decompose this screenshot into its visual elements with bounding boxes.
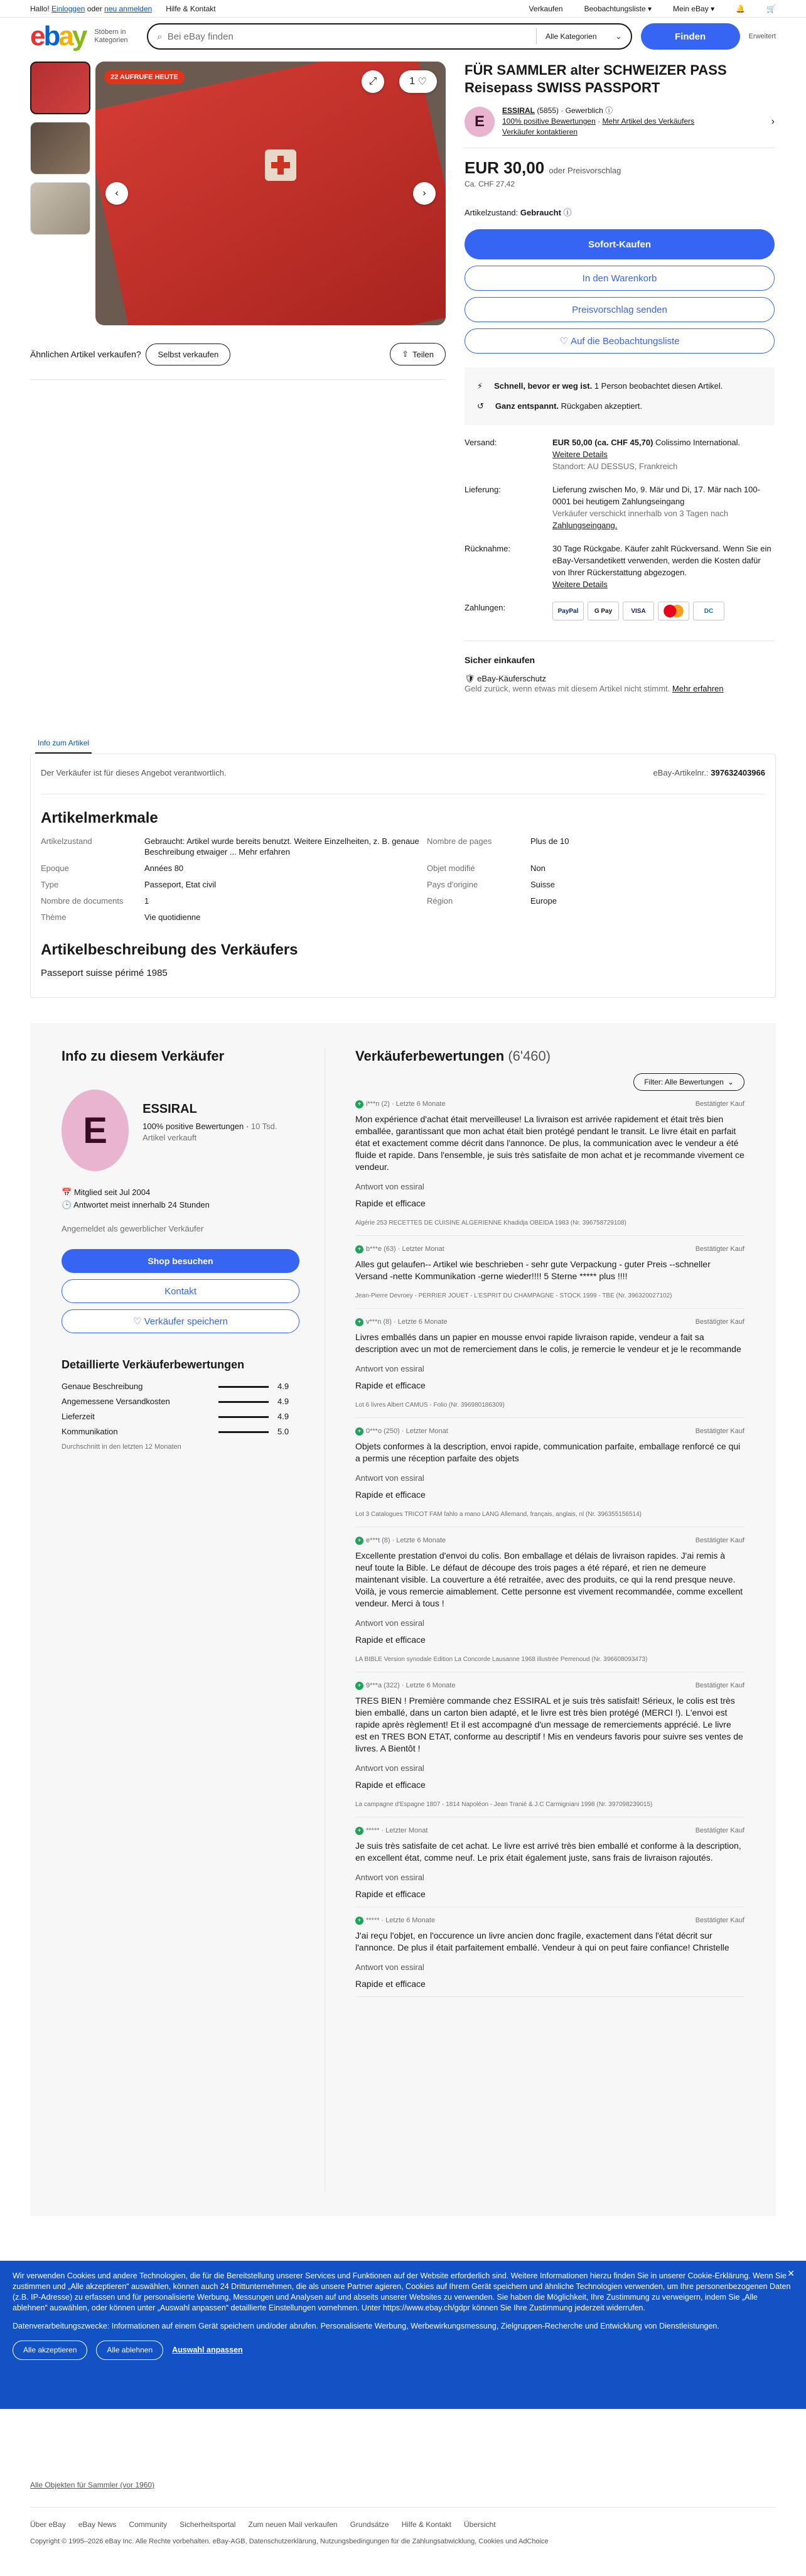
feedback-item: + 0***o (250) · Letzter Monat Bestätigter Kauf Objets conformes à la description, envoi rapide, communication parfaite, emballage renforcé ce qui a permis une réception parfaite des objets Antwort von essiral Rapide et efficace Lot 3 Catalogues TRICOT FAM fahlo a mano LANG Allemand, français, anglais, nl (Nr. 396355156514) (355, 1418, 744, 1527)
return-icon: ↺ (477, 401, 484, 411)
search-input[interactable]: ⌕ Bei eBay finden Alle Kategorien ⌄ (147, 23, 631, 50)
feedback-item: + b***e (63) · Letzter Monat Bestätigter Kauf Alles gut gelaufen-- Artikel wie beschrieben - sehr gute Verpackung - guter Preis --schneller Versand -nette Kommunikation -gerne wieder!!!! 5 Sterne ***** plus !!!! Jean-Pierre Devroey - PERRIER JOUET - L'ESPRIT DU CHAMPAGNE - STOCK 1999 - TBE (Nr. 396320027102) (355, 1236, 744, 1309)
seller-name[interactable]: ESSIRAL (142, 1102, 197, 1116)
contact-button[interactable]: Kontakt (62, 1279, 299, 1303)
sell-yourself-button[interactable]: Selbst verkaufen (146, 344, 230, 365)
positive-icon: + (355, 1682, 363, 1690)
price: EUR 30,00 oder Preisvorschlag (465, 158, 621, 177)
returns-details-link[interactable]: Weitere Details (552, 580, 608, 589)
feedback-item: + 9***a (322) · Letzte 6 Monate Bestätigter Kauf TRES BIEN ! Première commande chez ESSIRAL et je suis très satisfait! Sérieux, le colis est très bien emballé, dans un carton bien adapté, et le livre est très bien protégé (MERCI !). L'envoi est rapide après règlement! Et il est accompagné d'un message de remerciements apprécié. Le livre est en TRES BON ETAT, conforme au descriptif ! Mis en vendeurs favoris pour suivre ses ventes de livres. A Bientôt ! Antwort von essiral Rapide et efficace La campagne d'Espagne 1807 - 1814 Napoléon - Jean Tranié & J.C Carmigniani 1998 (Nr. 397098239015) (355, 1672, 744, 1817)
delivery-row: Lieferung: Lieferung zwischen Mo, 9. Mär und Di, 17. Mär nach 100-0001 bei heutigem Zahlungseingang Verkäufer verschickt innerhalb von 3 Tagen nach Zahlungseingang. (465, 485, 760, 530)
save-seller-button[interactable]: ♡ Verkäufer speichern (62, 1309, 299, 1333)
sell-link[interactable]: Verkaufen (529, 4, 563, 13)
visit-shop-button[interactable]: Shop besuchen (62, 1249, 299, 1273)
positive-icon: + (355, 1318, 363, 1326)
my-ebay-link[interactable]: Mein eBay ▾ (673, 4, 715, 13)
make-offer-button[interactable]: Preisvorschlag senden (465, 297, 775, 322)
thumbnail[interactable] (30, 62, 90, 114)
gpay-icon: G Pay (588, 602, 619, 620)
top-bar (0, 0, 806, 18)
payments-row: Zahlungen: PayPal G Pay VISA DC (465, 602, 775, 620)
specs-table: Artikelzustand Gebraucht: Artikel wurde bereits benutzt. Weitere Einzelheiten, z. B. genaue Beschreibung etwaiger ... Mehr erfahren Nombre de pages Plus de 10 Epoque Années 80 Objet modifié Non Type Passeport, Etat civil Pays d'origine Suisse Nombre de documents 1 Région Europe Thème Vie quotidienne (41, 836, 569, 922)
ebay-logo[interactable]: ebay (30, 21, 86, 51)
positive-icon: + (355, 1917, 363, 1925)
bell-icon[interactable]: 🔔 (736, 4, 746, 13)
register-link[interactable]: neu anmelden (104, 4, 153, 13)
customize-button[interactable]: Auswahl anpassen (172, 2346, 243, 2354)
footer-link[interactable]: Community (129, 2520, 168, 2529)
shield-icon: 🛡 (465, 674, 475, 683)
header (0, 18, 806, 55)
share-icon: ⇪ (402, 349, 409, 359)
help-link[interactable]: Hilfe & Kontakt (166, 4, 216, 13)
close-icon[interactable]: ✕ (787, 2268, 795, 2278)
mastercard-icon (658, 602, 689, 620)
similar-items-bar: Ähnlichen Artikel verkaufen? Selbst verkaufen ⇪ Teilen (30, 325, 446, 380)
feedback-item: + ***** · Letzte 6 Monate Bestätigter Kauf J'ai reçu l'objet, en l'occurence un livre ancien donc fragile, exactement dans l'état décrit sur l'annonce. De plus il était parfaitement emballé. Vendeur à qui on peut faire confiance! Christelle Antwort von essiral Rapide et efficace (355, 1907, 744, 1997)
footer-link[interactable]: Zum neuen Mail verkaufen (248, 2520, 338, 2529)
member-since: 📅 Mitglied seit Jul 2004 (62, 1188, 151, 1197)
item-title: FÜR SAMMLER alter SCHWEIZER PASS Reisepass SWISS PASSPORT (465, 62, 727, 95)
accept-all-button[interactable]: Alle akzeptieren (13, 2341, 87, 2360)
description-text: Passeport suisse périmé 1985 (41, 968, 168, 978)
lightning-icon: ⚡ (477, 381, 483, 391)
footer-link[interactable]: Hilfe & Kontakt (401, 2520, 451, 2529)
footer-link[interactable]: Über eBay (30, 2520, 66, 2529)
views-badge: 22 AUFRUFE HEUTE (104, 70, 185, 84)
prev-image-button[interactable]: ‹ (105, 182, 128, 205)
feedback-filter-dropdown[interactable]: Filter: Alle Bewertungen ⌄ (633, 1073, 744, 1091)
seller-positive-link[interactable]: 100% positive Bewertungen (502, 117, 596, 126)
seller-name[interactable]: ESSIRAL (502, 106, 535, 115)
protection-more-link[interactable]: Mehr erfahren (672, 684, 724, 693)
thumbnail[interactable] (30, 182, 90, 235)
seller-section: Info zu diesem Verkäufer E ESSIRAL 100% positive Bewertungen · 10 Tsd. Artikel verkauft 📅 Mitglied seit Jul 2004 🕒 Antwortet meist innerhalb 24 Stunden Angemeldet als gewerblicher Verkäufer Shop besuchen Kontakt ♡ Verkäufer speichern Detaillierte Verkäuferbewertungen Genaue Beschreibung 4.9 Angemessene Versandkosten 4.9 Lieferzeit 4.9 Kommunikation 5.0 Durchschnitt in den letzten 12 Monaten Verkäuferbewertungen (6'460) Filter: Alle Bewertungen ⌄ + i***n (2) · Letzte 6 Monate Bestätigter Kauf Mon expérience d'achat était merveilleuse! La livraison est arrivée rapidement et était très bien emballée, garantissant que mon achat était bien protégé pendant le transit. Le livre était en parfait état et exactement comme décrit dans l'annonce. De plus, la communication avec le vendeur a été fluide et rapide. Dans l'ensemble, je suis très satisfaite de mon achat et je recommande vivement ce vendeur. Antwort von essiral Rapide et efficace Algérie 253 RECETTES DE CUISINE ALGERIENNE Khadidja OBEIDA 1983 (Nr. 396758729108) + b***e (63) · Letzter Monat Bestätigter Kauf Alles gut gelaufen-- Artikel wie beschrieben - sehr gute Verpackung - guter Preis --schneller Versand -nette Kommunikation -gerne wieder!!!! 5 Sterne ***** plus !!!! Jean-Pierre Devroey - PERRIER JOUET - L'ESPRIT DU CHAMPAGNE - STOCK 1999 - TBE (Nr. 396320027102) + v***n (8) · Letzte 6 Monate Bestätigter Kauf Livres emballés dans un papier en mousse envoi rapide livraison rapide, vendeur a fait sa description avec un mot de remerciement dans le colis, je remercie le vendeur et je le recommande Antwort von essiral Rapide et efficace Lot 6 livres Albert CAMUS - Folio (Nr. 396980186309) + 0***o (250) · Letzter Monat Bestätigter Kauf Objets conformes à la description, envoi rapide, communication parfaite, emballage renforcé ce qui a permis une réception parfaite des objets Antwort von essiral Rapide et efficace Lot 3 Catalogues TRICOT FAM fahlo a mano LANG Allemand, français, anglais, nl (Nr. 396355156514) + e***t (8) · Letzte 6 Monate Bestätigter Kauf Excellente prestation d'envoi du colis. Bon emballage et délais de livraison rapides. J'ai remis à neuf toute la Bible. Le défaut de découpe des trois pages a été réparé, et rien ne demeure maintenant visible. La couverture a été retraitée, avec des produits, ce qui la rend presque neuve. Voilà, je vous remercie aimablement. Cette personne est vivement recommandée, comme excellent vendeur. Merci à tous ! Antwort von essiral Rapide et efficace LA BIBLE Version synodale Edition La Concorde Lausanne 1968 illustrée Perrenoud (Nr. 396608093473) + 9***a (322) · Letzte 6 Monate Bestätigter Kauf TRES BIEN ! Première commande chez ESSIRAL et je suis très satisfait! Sérieux, le colis est très bien emballé, dans un carton bien adapté, et le livre est très bien protégé (MERCI !). L'envoi est rapide après règlement! Et il est accompagné d'un message de remerciements apprécié. Le livre est en TRES BON ETAT, conforme au descriptif ! Mis en vendeurs favoris pour suivre ses ventes de livres. A Bientôt ! Antwort von essiral Rapide et efficace La campagne d'Espagne 1807 - 1814 Napoléon - Jean Tranié & J.C Carmigniani 1998 (Nr. 397098239015) + ***** · Letzter Monat Bestätigter Kauf Je suis très satisfaite de cet achat. Le livre est arrivé très bien emballé et conforme à la description, en excellent état, comme neuf. Le prix était également juste, sans frais de livraison rajoutés. Antwort von essiral Rapide et efficace + ***** · Letzte 6 Monate Bestätigter Kauf J'ai reçu l'objet, en l'occurence un livre ancien donc fragile, exactement dans l'état décrit sur l'annonce. De plus il était parfaitement emballé. Vendeur à qui on peut faire confiance! Christelle Antwort von essiral Rapide et efficace (30, 1023, 776, 2216)
shipping-row: Versand: EUR 50,00 (ca. CHF 45,70) Colissimo International. Weitere Details Standort: AU DESSUS, Frankreich (465, 438, 741, 471)
login-link[interactable]: Einloggen (51, 4, 85, 13)
cart-icon[interactable]: 🛒 (766, 4, 776, 13)
positive-icon: + (355, 1827, 363, 1835)
visa-icon: VISA (623, 602, 654, 620)
footer-link[interactable]: Grundsätze (350, 2520, 389, 2529)
avatar: E (62, 1090, 129, 1171)
avatar: E (465, 107, 495, 137)
thumbnail-list (30, 62, 93, 242)
reply-time: 🕒 Antwortet meist innerhalb 24 Stunden (62, 1200, 210, 1210)
main-image[interactable] (95, 62, 446, 325)
watchlist-link[interactable]: Beobachtungsliste ▾ (584, 4, 652, 13)
description-title: Artikelbeschreibung des Verkäufers (41, 941, 298, 958)
thumbnail[interactable] (30, 122, 90, 175)
advanced-search-link[interactable]: Erweitert (748, 33, 776, 40)
contact-seller-link[interactable]: Verkäufer kontaktieren (502, 127, 578, 136)
specs-title: Artikelmerkmale (41, 809, 158, 826)
heart-icon: ♡ (132, 1316, 142, 1327)
seller-more-link[interactable]: Mehr Artikel des Verkäufers (602, 117, 695, 126)
feedback-item: + i***n (2) · Letzte 6 Monate Bestätigter Kauf Mon expérience d'achat était merveilleuse! La livraison est arrivée rapidement et était très bien emballée, garantissant que mon achat était bien protégé pendant le transit. Le livre était en parfait état et exactement comme décrit dans l'annonce. De plus, la communication avec le vendeur a été fluide et rapide. Dans l'ensemble, je suis très satisfaite de mon achat et je recommande vivement ce vendeur. Antwort von essiral Rapide et efficace Algérie 253 RECETTES DE CUISINE ALGERIENNE Khadidja OBEIDA 1983 (Nr. 396758729108) (355, 1091, 744, 1236)
footer: Alle Objekten für Sammler (vor 1960) Über eBay eBay News Community Sicherheitsportal Zum neuen Mail verkaufen Grundsätze Hilfe & Kontakt Übersicht Copyright © 1995–2026 eBay Inc. Alle Rechte vorbehalten. eBay-AGB, Datenschutzerklärung, Nutzungsbedingungen für die Zahlungsabwicklung, Cookies und AdChoice (30, 2481, 776, 2545)
detailed-ratings: Genaue Beschreibung 4.9 Angemessene Versandkosten 4.9 Lieferzeit 4.9 Kommunikation 5.0 Durchschnitt in den letzten 12 Monaten (62, 1382, 289, 1451)
clock-icon: 🕒 (62, 1200, 72, 1210)
calendar-icon: 📅 (62, 1188, 72, 1197)
tab-item-info[interactable]: Info zum Artikel (35, 733, 92, 754)
feedback-item: + ***** · Letzter Monat Bestätigter Kauf Je suis très satisfaite de cet achat. Le livre est arrivé très bien emballé et conforme à la description, en excellent état, comme neuf. Le prix était également juste, sans frais de livraison rajoutés. Antwort von essiral Rapide et efficace (355, 1817, 744, 1907)
item-info-panel: Der Verkäufer ist für dieses Angebot verantwortlich. eBay-Artikelnr.: 397632403966 Artikelmerkmale Artikelzustand Gebraucht: Artikel wurde bereits benutzt. Weitere Einzelheiten, z. B. genaue Beschreibung etwaiger ... Mehr erfahren Nombre de pages Plus de 10 Epoque Années 80 Objet modifié Non Type Passeport, Etat civil Pays d'origine Suisse Nombre de documents 1 Région Europe Thème Vie quotidienne Artikelbeschreibung des Verkäufers Passeport suisse périmé 1985 (30, 754, 776, 998)
footer-link[interactable]: Sicherheitsportal (180, 2520, 236, 2529)
condition: Artikelzustand: Gebraucht ⓘ (465, 208, 572, 217)
next-image-button[interactable]: › (413, 182, 436, 205)
expand-icon[interactable]: ⤢ (362, 70, 384, 93)
feedback-item: + e***t (8) · Letzte 6 Monate Bestätigter Kauf Excellente prestation d'envoi du colis. Bon emballage et délais de livraison rapides. J'ai remis à neuf toute la Bible. Le défaut de découpe des trois pages a été réparé, et rien ne demeure maintenant visible. La couverture a été retraitée, avec des produits, ce qui la rend presque neuve. Voilà, je vous remercie aimablement. Cette personne est vivement recommandée, comme excellent vendeur. Merci à tous ! Antwort von essiral Rapide et efficace LA BIBLE Version synodale Edition La Concorde Lausanne 1968 illustrée Perrenoud (Nr. 396608093473) (355, 1527, 744, 1672)
search-icon: ⌕ (157, 31, 163, 42)
info-box: ⚡ Schnell, bevor er weg ist. 1 Person beobachtet diesen Artikel. ↺ Ganz entspannt. Rückgaben akzeptiert. (465, 367, 775, 425)
reject-all-button[interactable]: Alle ablehnen (96, 2341, 163, 2360)
heart-icon: ♡ (559, 336, 568, 347)
shop-by-category[interactable]: Stöbern in Kategorien (94, 28, 128, 44)
positive-icon: + (355, 1245, 363, 1253)
footer-link[interactable]: eBay News (78, 2520, 117, 2529)
positive-icon: + (355, 1537, 363, 1545)
feedback-item: + v***n (8) · Letzte 6 Monate Bestätigter Kauf Livres emballés dans un papier en mousse envoi rapide livraison rapide, vendeur a fait sa description avec un mot de remerciement dans le colis, je remercie le vendeur et je le recommande Antwort von essiral Rapide et efficace Lot 6 livres Albert CAMUS - Folio (Nr. 396980186309) (355, 1309, 744, 1418)
add-to-cart-button[interactable]: In den Warenkorb (465, 266, 775, 291)
paypal-icon: PayPal (552, 602, 584, 620)
price-chf: Ca. CHF 27,42 (465, 180, 515, 188)
shipping-details-link[interactable]: Weitere Details (552, 450, 608, 459)
passport-image (95, 62, 446, 325)
seller-info-title: Info zu diesem Verkäufer (62, 1048, 225, 1064)
diners-icon: DC (693, 602, 724, 620)
positive-icon: + (355, 1100, 363, 1108)
positive-icon: + (355, 1427, 363, 1436)
greeting: Hallo! Einloggen oder neu anmelden (30, 4, 153, 13)
returns-row: Rücknahme: 30 Tage Rückgabe. Käufer zahlt Rückversand. Wenn Sie ein eBay-Versandetikett verwenden, werden die Kosten dafür von Ihrer Rückerstattung abgezogen. Weitere Details (465, 544, 771, 589)
chevron-down-icon: ⌄ (615, 32, 622, 41)
add-to-watchlist-button[interactable]: ♡ Auf die Beobachtungsliste (465, 328, 775, 354)
feedback-list: Verkäuferbewertungen (6'460) Filter: Alle Bewertungen ⌄ + i***n (2) · Letzte 6 Monate Bestätigter Kauf Mon expérience d'achat était merveilleuse! La livraison est arrivée rapidement et était très bien emballée, garantissant que mon achat était bien protégé pendant le transit. Le livre était en parfait état et exactement comme décrit dans l'annonce. De plus, la communication avec le vendeur a été fluide et rapide. Dans l'ensemble, je suis très satisfaite de mon achat et je recommande vivement ce vendeur. Antwort von essiral Rapide et efficace Algérie 253 RECETTES DE CUISINE ALGERIENNE Khadidja OBEIDA 1983 (Nr. 396758729108) + b***e (63) · Letzter Monat Bestätigter Kauf Alles gut gelaufen-- Artikel wie beschrieben - sehr gute Verpackung - guter Preis --schneller Versand -nette Kommunikation -gerne wieder!!!! 5 Sterne ***** plus !!!! Jean-Pierre Devroey - PERRIER JOUET - L'ESPRIT DU CHAMPAGNE - STOCK 1999 - TBE (Nr. 396320027102) + v***n (8) · Letzte 6 Monate Bestätigter Kauf Livres emballés dans un papier en mousse envoi rapide livraison rapide, vendeur a fait sa description avec un mot de remerciement dans le colis, je remercie le vendeur et je le recommande Antwort von essiral Rapide et efficace Lot 6 livres Albert CAMUS - Folio (Nr. 396980186309) + 0***o (250) · Letzter Monat Bestätigter Kauf Objets conformes à la description, envoi rapide, communication parfaite, emballage renforcé ce qui a permis une réception parfaite des objets Antwort von essiral Rapide et efficace Lot 3 Catalogues TRICOT FAM fahlo a mano LANG Allemand, français, anglais, nl (Nr. 396355156514) + e***t (8) · Letzte 6 Monate Bestätigter Kauf Excellente prestation d'envoi du colis. Bon emballage et délais de livraison rapides. J'ai remis à neuf toute la Bible. Le défaut de découpe des trois pages a été réparé, et rien ne demeure maintenant visible. La couverture a été retraitée, avec des produits, ce qui la rend presque neuve. Voilà, je vous remercie aimablement. Cette personne est vivement recommandée, comme excellent vendeur. Merci à tous ! Antwort von essiral Rapide et efficace LA BIBLE Version synodale Edition La Concorde Lausanne 1968 illustrée Perrenoud (Nr. 396608093473) + 9***a (322) · Letzte 6 Monate Bestätigter Kauf TRES BIEN ! Première commande chez ESSIRAL et je suis très satisfait! Sérieux, le colis est très bien emballé, dans un carton bien adapté, et le livre est très bien protégé (MERCI !). L'envoi est rapide après règlement! Et il est accompagné d'un message de remerciements apprécié. Le livre est en TRES BON ETAT, conforme au descriptif ! Mis en vendeurs favoris pour suivre ses ventes de livres. A Bientôt ! Antwort von essiral Rapide et efficace La campagne d'Espagne 1807 - 1814 Napoléon - Jean Tranié & J.C Carmigniani 1998 (Nr. 397098239015) + ***** · Letzter Monat Bestätigter Kauf Je suis très satisfaite de cet achat. Le livre est arrivé très bien emballé et conforme à la description, en excellent état, comme neuf. Le prix était également juste, sans frais de livraison rajoutés. Antwort von essiral Rapide et efficace + ***** · Letzte 6 Monate Bestätigter Kauf J'ai reçu l'objet, en l'occurence un livre ancien donc fragile, exactement dans l'état décrit sur l'annonce. De plus il était parfaitement emballé. Vendeur à qui on peut faire confiance! Christelle Antwort von essiral Rapide et efficace (325, 1048, 744, 2191)
category-select[interactable]: Alle Kategorien ⌄ (536, 28, 630, 45)
footer-link[interactable]: Übersicht (463, 2520, 496, 2529)
buy-now-button[interactable]: Sofort-Kaufen (465, 229, 775, 259)
swiss-cross-icon (265, 149, 296, 181)
secure-shopping: Sicher einkaufen 🛡 eBay-Käuferschutz Geld zurück, wenn etwas mit diesem Artikel nicht stimmt. Mehr erfahren (465, 641, 775, 693)
chevron-right-icon: › (771, 116, 775, 127)
cookie-banner: ✕ Wir verwenden Cookies und andere Technologien, die für die Bereitstellung unserer Services und Funktionen auf der Website erforderlich sind. Weitere Informationen hierzu finden Sie in unserer Cookie-Erklärung. Wenn Sie zustimmen und „Alle akzeptieren“ auswählen, können auch 24 Drittunternehmen, die als unsere Partner agieren, Cookies auf Ihrem Gerät speichern und ähnliche Technologien verwenden, um Ihre personenbezogenen Daten (z.B. IP-Adresse) zu erfassen und für personalisierte Werbung, Messungen und Analysen auf und abseits unserer Websites zu verwenden. Sie haben die Möglichkeit, Ihre Zustimmung zu verweigern, indem Sie „Alle ablehnen“ auswählen, oder können unter „Auswahl anpassen“ detaillierte Einstellungen vornehmen. Unter https://www.ebay.ch/gdpr können Sie Ihre Zustimmung jederzeit widerrufen. Datenverarbeitungszwecke: Informationen auf einem Gerät speichern und/oder abrufen. Personalisierte Werbung, Werbewirkungsmessung, Zielgruppen-Recherche und Entwicklung von Dienstleistungen. Alle akzeptieren Alle ablehnen Auswahl anpassen (0, 2261, 806, 2409)
collector-link[interactable]: Alle Objekten für Sammler (vor 1960) (30, 2481, 155, 2489)
share-button[interactable]: ⇪ Teilen (390, 343, 446, 365)
seller-card[interactable]: E ESSIRAL (5855) · Gewerblich ⓘ 100% positive Bewertungen · Mehr Artikel des Verkäufers Verkäufer kontaktieren › (465, 106, 775, 148)
watch-counter-button[interactable]: 1 ♡ (399, 70, 437, 93)
find-button[interactable]: Finden (641, 23, 740, 50)
